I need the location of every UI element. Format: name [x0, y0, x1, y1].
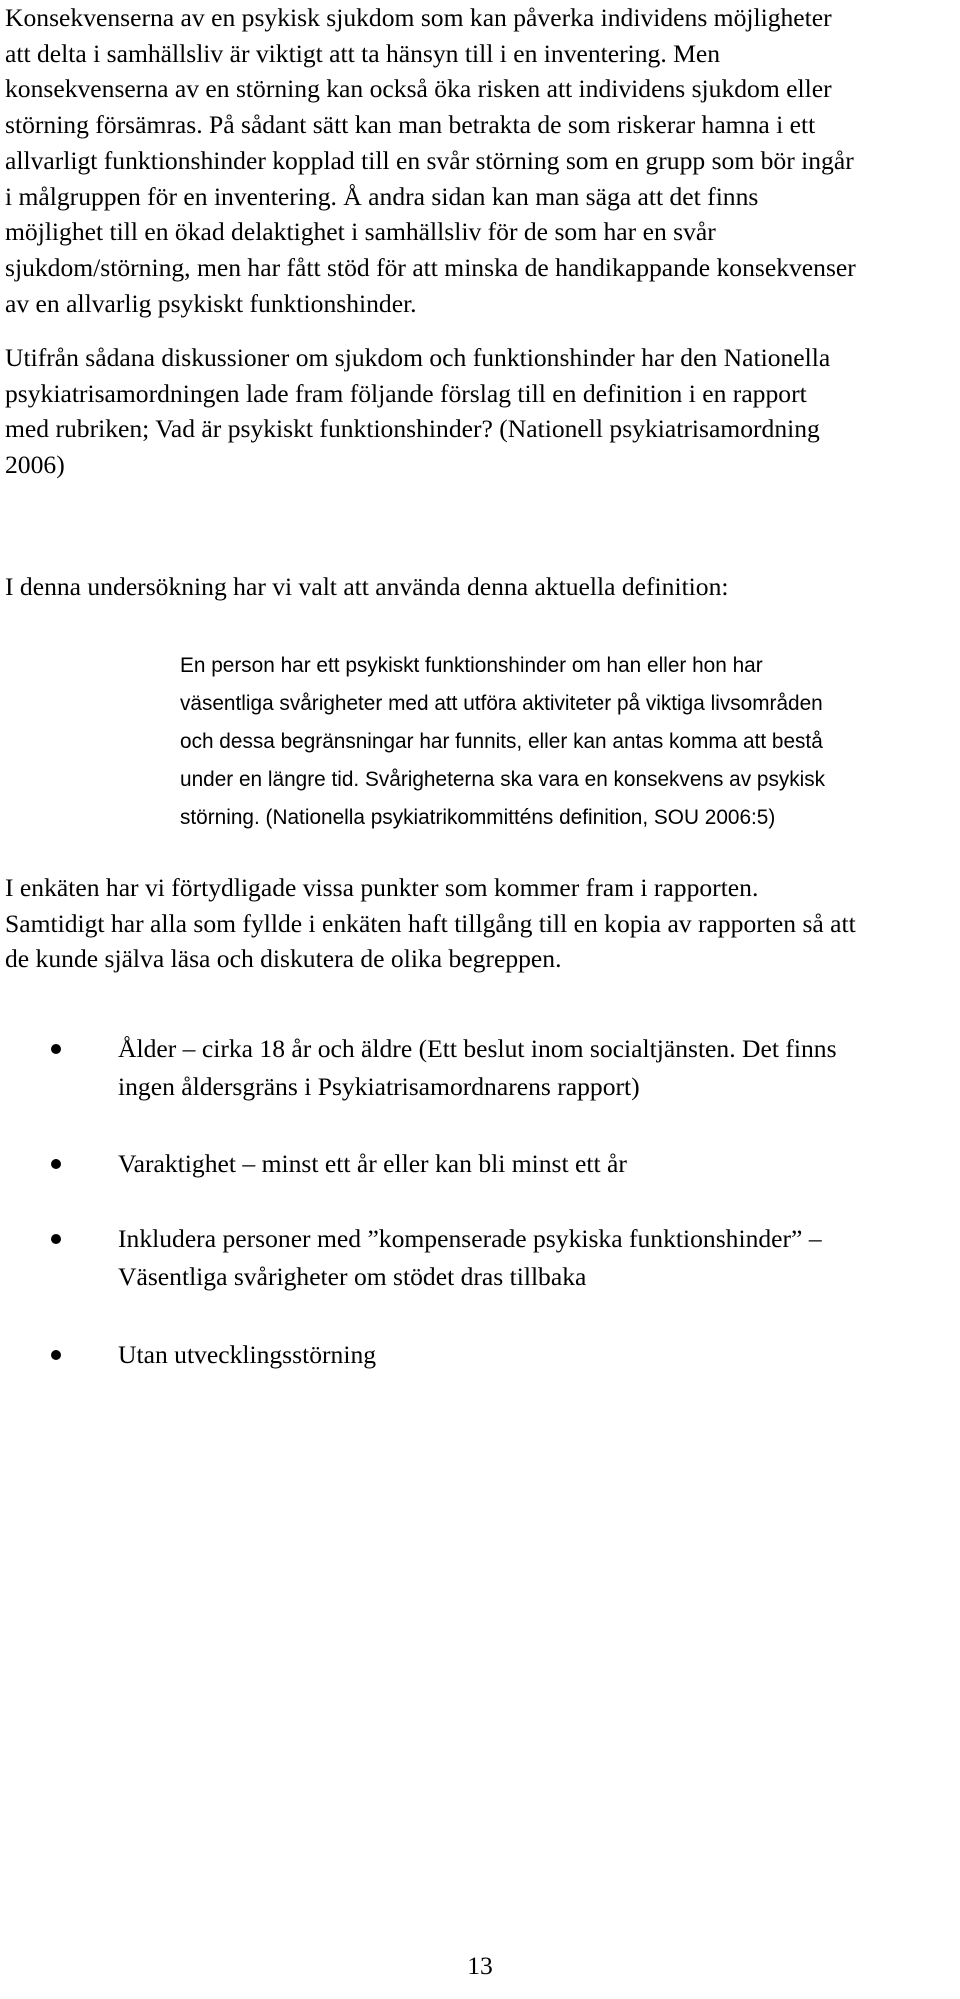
paragraph-definition-intro [5, 569, 729, 605]
text-line: Konsekvenserna av en psykisk sjukdom som kan påverka individens möjligheter [5, 3, 832, 32]
quote-line: väsentliga svårigheter med att utföra aktiviteter på viktiga livsområden [180, 692, 823, 715]
definition-quote [180, 647, 825, 837]
list-item-text [118, 1030, 837, 1105]
document-page [5, 0, 955, 1999]
paragraph-survey [5, 870, 856, 977]
text-line: att delta i samhällsliv är viktigt att ta hänsyn till i en inventering. Men [5, 38, 721, 68]
bullet-icon [51, 1159, 61, 1169]
text-line: I enkäten har vi förtydligade vissa punkter som kommer fram i rapporten. [5, 873, 759, 902]
text-line: konsekvenserna av en störning kan också öka risken att individens sjukdom eller [5, 74, 832, 104]
list-item-text [118, 1336, 376, 1374]
text-line: möjlighet till en ökad delaktighet i samhällsliv för de som har en svår [5, 217, 716, 247]
text-line: med rubriken; Vad är psykiskt funktionshinder? (Nationell psykiatrisamordning [5, 414, 820, 444]
text-line: Varaktighet – minst ett år eller kan bli minst ett år [118, 1149, 627, 1178]
quote-line: En person har ett psykiskt funktionshinder om han eller hon har [180, 654, 763, 677]
quote-line: störning. (Nationella psykiatrikommitténs definition, SOU 2006:5) [180, 806, 776, 829]
bullet-icon [51, 1044, 61, 1054]
quote-line: och dessa begränsningar har funnits, eller kan antas komma att bestå [180, 730, 823, 753]
text-line: de kunde själva läsa och diskutera de olika begreppen. [5, 944, 562, 974]
text-line: Väsentliga svårigheter om stödet dras tillbaka [118, 1261, 587, 1291]
text-line: av en allvarlig psykiskt funktionshinder. [5, 288, 417, 318]
paragraph-consequences [5, 0, 856, 321]
text-line: ingen åldersgräns i Psykiatrisamordnarens rapport) [118, 1071, 640, 1101]
text-line: Utifrån sådana diskussioner om sjukdom och funktionshinder har den Nationella [5, 343, 831, 372]
text-line: 2006) [5, 450, 65, 480]
page-number: 13 [467, 1951, 493, 1980]
bullet-icon [51, 1234, 61, 1244]
text-line: Utan utvecklingsstörning [118, 1340, 377, 1369]
text-line: i målgruppen för en inventering. Å andra sidan kan man säga att det finns [5, 181, 759, 211]
text-line: I denna undersökning har vi valt att använda denna aktuella definition: [5, 572, 729, 601]
text-line: sjukdom/störning, men har fått stöd för att minska de handikappande konsekvenser [5, 252, 856, 282]
list-item-text [118, 1145, 627, 1183]
paragraph-discussions [5, 340, 830, 483]
list-item-text [118, 1220, 822, 1295]
text-line: Inkludera personer med ”kompenserade psykiska funktionshinder” – [118, 1224, 822, 1253]
text-line: allvarligt funktionshinder kopplad till en svår störning som en grupp som bör ingår [5, 145, 854, 175]
text-line: störning försämras. På sådant sätt kan man betrakta de som riskerar hamna i ett [5, 110, 816, 140]
bullet-icon [51, 1350, 61, 1360]
text-line: psykiatrisamordningen lade fram följande förslag till en definition i en rapport [5, 378, 807, 408]
text-line: Samtidigt har alla som fyllde i enkäten haft tillgång till en kopia av rapporten så att [5, 908, 856, 938]
text-line: Ålder – cirka 18 år och äldre (Ett beslut inom socialtjänsten. Det finns [118, 1034, 837, 1063]
quote-line: under en längre tid. Svårigheterna ska vara en konsekvens av psykisk [180, 768, 826, 791]
